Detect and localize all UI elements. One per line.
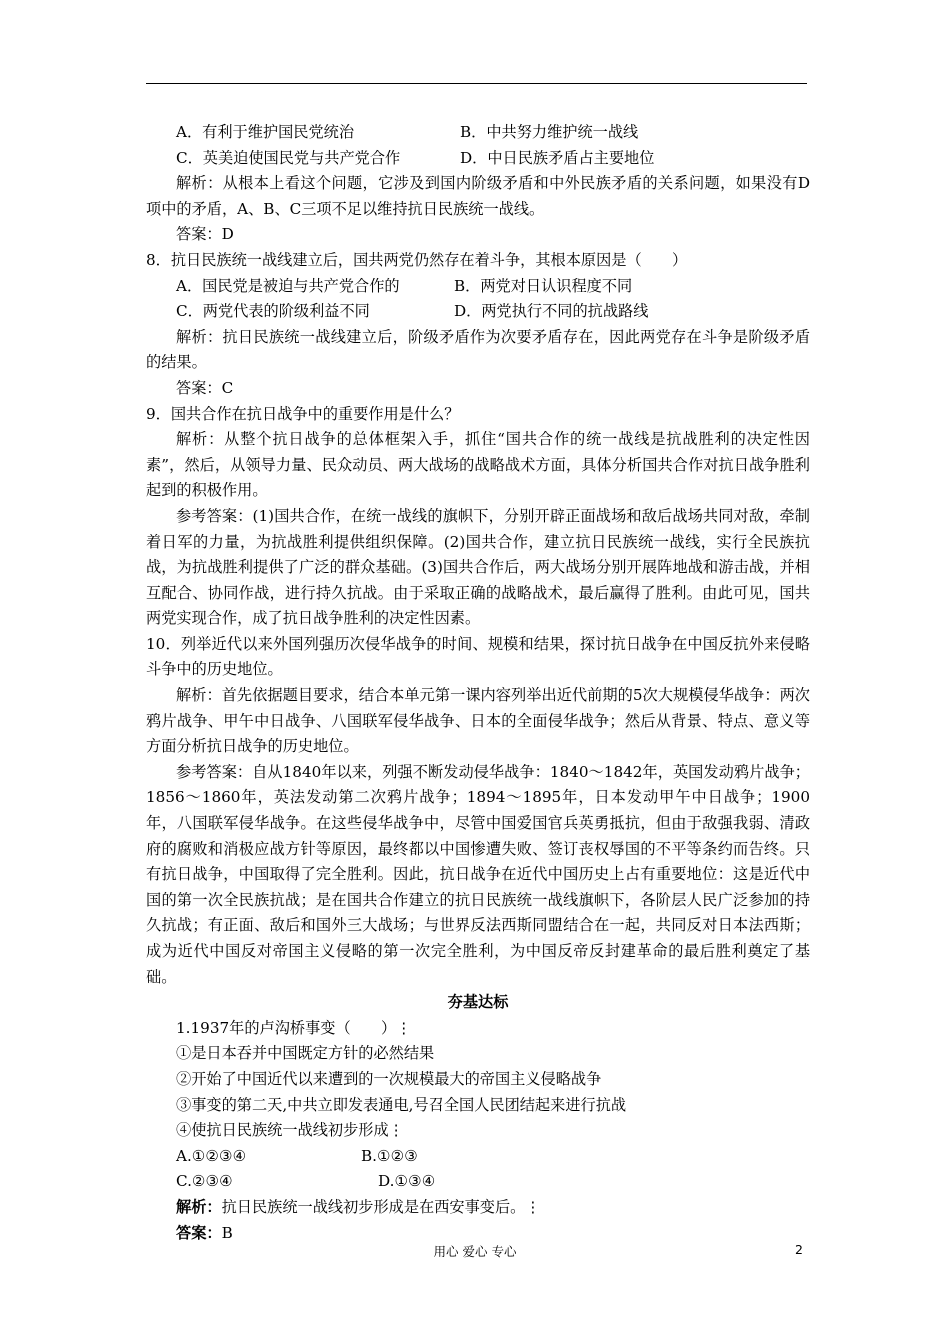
q7-answer: 答案：D: [176, 225, 234, 244]
q8-stem: 8．抗日民族统一战线建立后，国共两党仍然存在着斗争，其根本原因是（ ）: [146, 250, 688, 269]
s1-options-row2: [146, 1169, 810, 1195]
q7-option-b: B．中共努力维护统一战线: [460, 123, 639, 141]
q8-option-d: D．两党执行不同的抗战路线: [454, 302, 649, 321]
s1-item-2: ②开始了中国近代以来遭到的一次规模最大的帝国主义侵略战争: [176, 1069, 602, 1088]
q8-option-b: B．两党对日认识程度不同: [454, 276, 633, 295]
q8-answer: 答案：C: [176, 378, 234, 397]
footer-slogan: 用心 爱心 专心: [433, 1244, 517, 1259]
s1-option-b: B.①②③: [361, 1146, 418, 1165]
s1-option-a: A.①②③④: [176, 1146, 247, 1165]
q8-options-row2: [146, 299, 810, 325]
q7-options-row1: [146, 120, 810, 146]
q7-analysis: 解析：从根本上看这个问题，它涉及到国内阶级矛盾和中外民族矛盾的关系问题，如果没有D项中的矛盾，A、B、C三项不足以维持抗日民族统一战线。: [146, 174, 810, 218]
s1-item-3: ③事变的第二天,中共立即发表通电,号召全国人民团结起来进行抗战: [176, 1095, 627, 1114]
q8-options-row1: [146, 274, 810, 300]
q9-analysis: 解析：从整个抗日战争的总体框架入手，抓住“国共合作的统一战线是抗战胜利的决定性因素”，然后，从领导力量、民众动员、两大战场的战略战术方面，具体分析国共合作对抗日战争胜利起到的积极作用。: [146, 430, 810, 500]
s1-answer-text: B: [221, 1223, 233, 1242]
section-title: 夯基达标: [447, 993, 509, 1012]
q10-stem: 10．列举近代以来外国列强历次侵华战争的时间、规模和结果，探讨抗日战争在中国反抗外来侵略斗争中的历史地位。: [146, 634, 810, 679]
q8-option-c: C．两党代表的阶级利益不同: [176, 302, 370, 321]
q10-reference-answer: 参考答案：自从1840年以来，列强不断发动侵华战争：1840～1842年，英国发动鸦片战争；1856～1860年，英法发动第二次鸦片战争；1894～1895年，日本发动甲午中日战争；1900年，八国联军侵华战争。在这些侵华战争中，尽管中国爱国官兵英勇抵抗，但由于敌强我弱、清政府的腐败和消极应战方针等原因，最终都以中国惨遭失败、签订丧权辱国的不平等条约而告终。只有抗日战争，中国取得了完全胜利。因此，抗日战争在近代中国历史上占有重要地位：这是近代中国的第一次全民族抗战；是在国共合作建立的抗日民族统一战线旗帜下，各阶层人民广泛参加的持久抗战；有正面、敌后和国外三大战场；与世界反法西斯同盟结合在一起，共同反对日本法西斯；成为近代中国反对帝国主义侵略的第一次完全胜利，为中国反帝反封建革命的最后胜利奠定了基础。: [146, 762, 810, 986]
s1-item-4: ④使抗日民族统一战线初步形成⋮: [176, 1121, 404, 1140]
q10-analysis: 解析：首先依据题目要求，结合本单元第一课内容列举出近代前期的5次大规模侵华战争：两次鸦片战争、甲午中日战争、八国联军侵华战争、日本的全面侵华战争；然后从背景、特点、意义等方面分析抗日战争的历史地位。: [146, 686, 810, 756]
s1-answer-label: 答案：: [176, 1223, 222, 1242]
s1-item-1: ①是日本吞并中国既定方针的必然结果: [176, 1044, 435, 1063]
document-body: [146, 120, 810, 1246]
q7-option-d: D．中日民族矛盾占主要地位: [460, 148, 655, 167]
q8-analysis: 解析：抗日民族统一战线建立后，阶级矛盾作为次要矛盾存在，因此两党存在斗争是阶级矛盾的结果。: [146, 327, 810, 372]
s1-analysis-label: 解析：: [176, 1197, 222, 1216]
q7-option-c: C．英美迫使国民党与共产党合作: [176, 148, 401, 167]
s1-option-c: C.②③④: [176, 1172, 233, 1191]
header-rule: [146, 83, 807, 84]
page-number: 2: [795, 1242, 803, 1257]
q7-options-row2: [146, 146, 810, 172]
s1-stem: 1.1937年的卢沟桥事变（ ）⋮: [176, 1018, 412, 1037]
q7-option-a: A．有利于维护国民党统治: [176, 123, 355, 141]
q8-option-a: A．国民党是被迫与共产党合作的: [176, 276, 400, 295]
s1-option-d: D.①③④: [378, 1172, 436, 1191]
s1-analysis: [146, 1195, 810, 1221]
s1-analysis-text: 抗日民族统一战线初步形成是在西安事变后。⋮: [221, 1197, 541, 1216]
q9-reference-answer: 参考答案：(1)国共合作，在统一战线的旗帜下，分别开辟正面战场和敌后战场共同对敌，牵制着日军的力量，为抗战胜利提供组织保障。(2)国共合作，建立抗日民族统一战线，实行全民族抗战，为抗战胜利提供了广泛的群众基础。(3)国共合作后，两大战场分别开展阵地战和游击战，并相互配合、协同作战，进行持久抗战。由于采取正确的战略战术，最后赢得了胜利。由此可见，国共两党实现合作，成了抗日战争胜利的决定性因素。: [146, 506, 810, 628]
q9-stem: 9．国共合作在抗日战争中的重要作用是什么？: [146, 404, 460, 423]
s1-options-row1: [146, 1144, 810, 1170]
